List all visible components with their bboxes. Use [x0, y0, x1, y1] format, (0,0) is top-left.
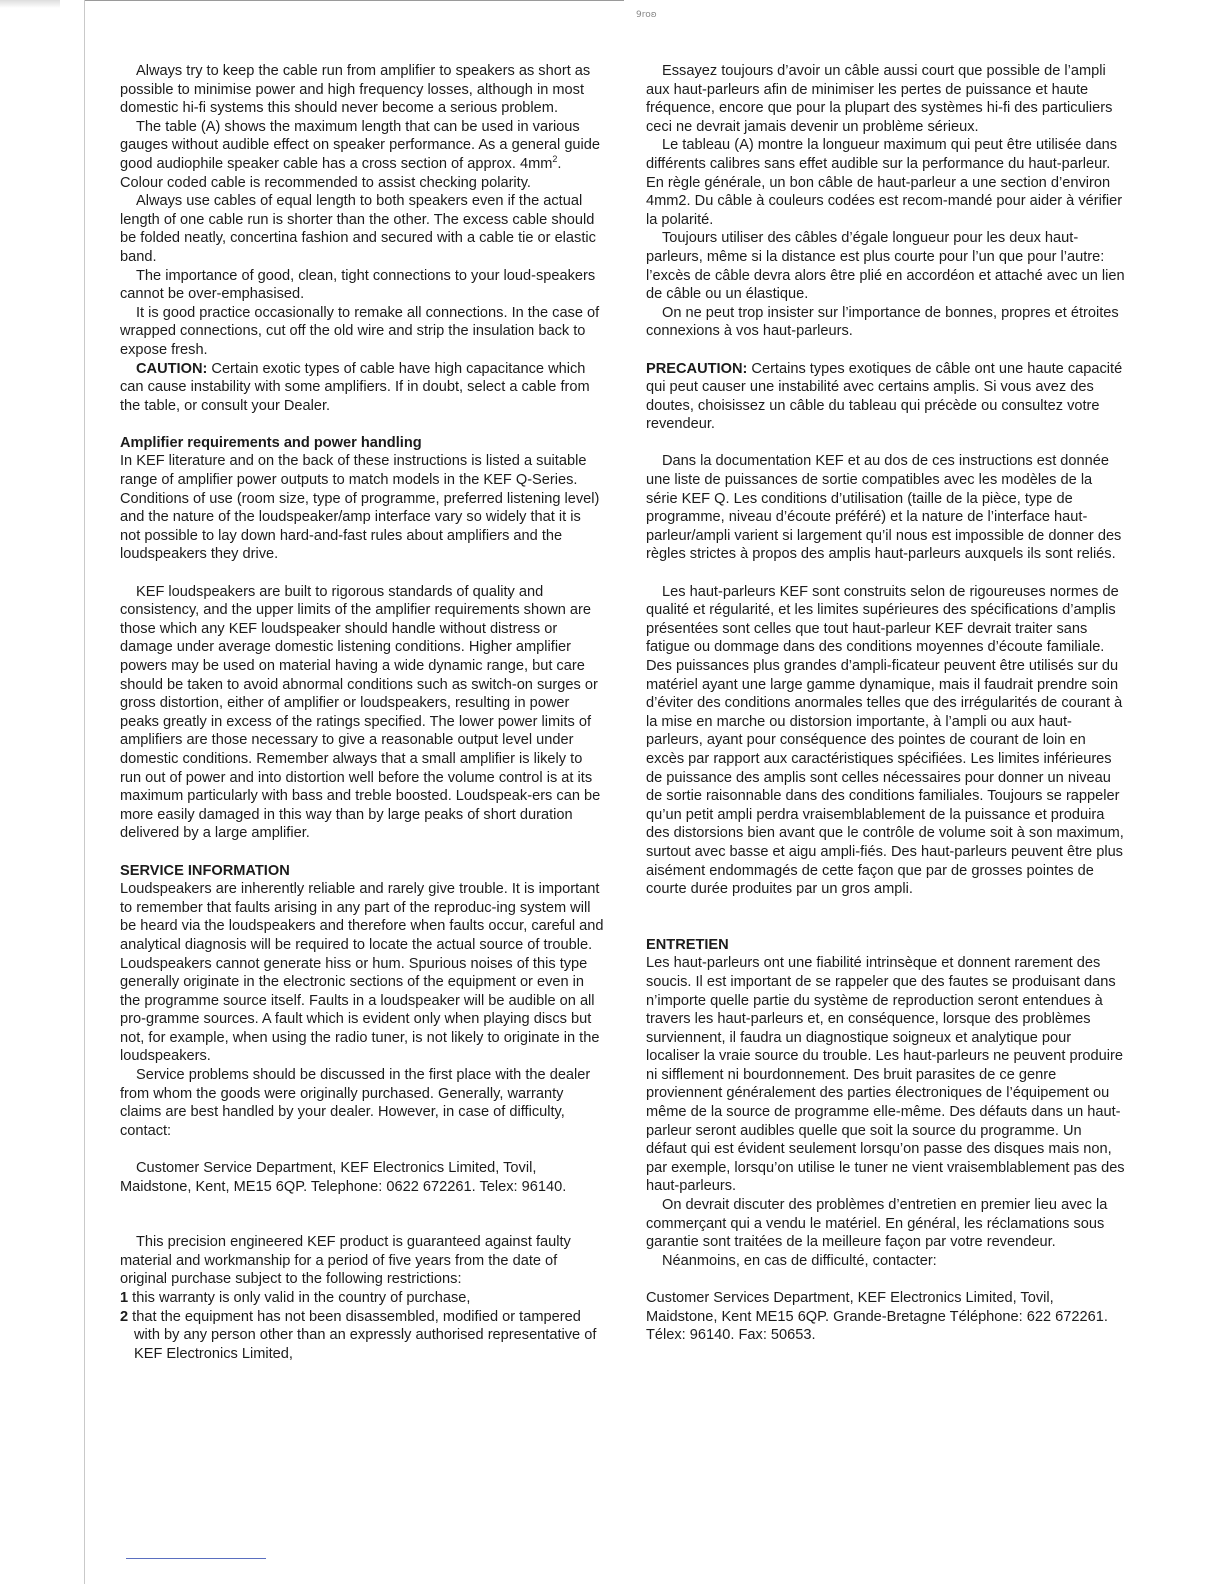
scan-mark: 9roʚ — [636, 10, 657, 20]
french-column — [646, 62, 1126, 1345]
en-cable-para-5: It is good practice occasionally to remake all connections. In the case of wrapped connections, cut off the old wire and strip the insulation back to expose fresh. — [120, 304, 600, 358]
fr-precaution-text: Certains types exotiques de câble ont une haute capacité qui peut causer une instabilité avec certains amplis. Si vous avez des doutes, choisissez un câble du tableau qui précède ou consultez votre revendeur. — [646, 360, 1123, 433]
fr-cable-para-4: On ne peut trop insister sur l’importance de bonnes, propres et étroites connexions à vos haut-parleurs. — [646, 304, 1119, 340]
fr-amp-para-2: Les haut-parleurs KEF sont construits selon de rigoureuses normes de qualité et régularité, et les limites supérieures des spécifications d’amplis présentées sont celles que tout haut-parleur KEF devrait traiter sans fatigue ou dommage dans des conditions moyennes d’écoute familiale. Des puissances plus grandes d’ampli-ficateur peuvent être utilisés sur du matériel ayant une large gamme dynamique, mais il faudrait prendre soin d’éviter des conditions anormales telles que des irrégularités de courant à la mise en marche ou distorsion importante, à l’ampli ou aux haut-parleurs, ayant pour conséquence des pointes de courant de loin en excès par rapport aux caractéristiques spécifiées. Les limites inférieures de puissance des amplis sont celles nécessaires pour donner un niveau de sortie raisonnable dans des conditions familiales. Toujours se rappeler qu’un petit ampli perdra vraisemblablement de la puissance et produira des distorsions bien avant que le contrôle de volume soit à son maximum, surtout avec basse et aigu ampli-fiés. Des haut-parleurs peuvent être plus aisément endommagés de cette façon que par de grosses pointes de courte durée produites par un gros ampli. — [646, 583, 1124, 898]
fr-contact: Customer Services Department, KEF Electronics Limited, Tovil, Maidstone, Kent ME15 6QP. Grande-Bretagne Téléphone: 622 672261. Télex: 96140. Fax: 50653. — [646, 1290, 1108, 1344]
fr-precaution — [646, 360, 1126, 434]
fr-amp-para-1: Dans la documentation KEF et au dos de ces instructions est donnée une liste de puissances de sortie compatibles avec les modèles de la série KEF Q. Les conditions d’utilisation (taille de la pièce, type de programme, niveau d’écoute préféré) et la nature de l’interface haut-parleur/ampli varient si largement qu’il nous est impossible de donner des règles strictes à propos des amplis haut-parleurs auxquels ils sont reliés. — [646, 453, 1122, 563]
scan-corner-mark — [0, 0, 60, 8]
en-service-para-1: Loudspeakers are inherently reliable and rarely give trouble. It is important to remember that faults arising in any part of the reproduc-ing system will be heard via the loudspeakers and therefore when faults occur, careful and analytical diagnosis will be required to locate the actual source of trouble. Loudspeakers cannot generate hiss or hum. Spurious noises of this type generally originate in the electronic sections of the equipment or even in the programme source itself. Faults in a loudspeaker will be audible on all pro-gramme sources. A fault which is evident only when playing discs but not, for example, when using the radio tuner, is not likely to originate in the loudspeakers. — [120, 881, 604, 1065]
en-cable-para-2 — [120, 118, 605, 192]
en-caution-text: Certain exotic types of cable have high capacitance which can cause instability with some amplifiers. If in doubt, select a cable from the table, or consult your Dealer. — [120, 360, 590, 414]
en-cable-para-2-sup: 2 — [552, 154, 558, 165]
fr-service-heading: ENTRETIEN — [646, 936, 729, 953]
fr-cable-para-3: Toujours utiliser des câbles d’égale longueur pour les deux haut-parleurs, même si la distance est plus courte pour l’un que pour l’autre: l’excès de câble devra alors être plié en accordéon et attaché avec un lien de câble ou un élastique. — [646, 230, 1125, 303]
en-warranty-item-1-text: this warranty is only valid in the country of purchase, — [128, 1290, 471, 1306]
en-caution — [120, 360, 605, 416]
en-amp-heading: Amplifier requirements and power handling — [120, 434, 422, 451]
fr-cable-para-2: Le tableau (A) montre la longueur maximum qui peut être utilisée dans différents calibres sans effet audible sur la performance du haut-parleur. En règle générale, un bon câble de haut-parleur a une section d’environ 4mm2. Du câble à couleurs codées est recom-mandé pour aider à vérifier la polarité. — [646, 137, 1123, 228]
en-warranty-item-2 — [120, 1308, 605, 1364]
en-cable-para-2-b: . Colour coded cable is recommended to assist checking polarity. — [120, 155, 562, 191]
en-caution-label: CAUTION: — [136, 360, 208, 377]
en-amp-para-2: KEF loudspeakers are built to rigorous standards of quality and consistency, and the upper limits of the amplifier requirements shown are those which any KEF loudspeaker should handle without distress or damage under average domestic listening conditions. Higher amplifier powers may be used on material having a wide dynamic range, but care should be taken to avoid abnormal conditions such as switch-on surges or gross distortion, either of amplifier or loudspeakers, resulting in power peaks greatly in excess of the ratings specified. The lower power limits of amplifiers are those necessary to give a reasonable output level under domestic conditions. Remember always that a small amplifier is likely to run out of power and into distortion well before the volume control is at its maximum particularly with bass and treble boosted. Loudspeak-ers can be more easily damaged in this way than by large peaks of short duration delivered by a large amplifier. — [120, 583, 601, 842]
en-warranty-item-1-num: 1 — [120, 1290, 129, 1306]
fr-cable-para-1: Essayez toujours d’avoir un câble aussi court que possible de l’ampli aux haut-parleurs afin de minimiser les pertes de puissance et haute fréquence, encore que pour la plupart des systèmes hi-fi des particuliers ceci ne devrait jamais devenir un problème sérieux. — [646, 63, 1113, 135]
en-warranty-item-2-num: 2 — [120, 1308, 129, 1325]
fr-precaution-label: PRECAUTION: — [646, 360, 748, 377]
en-cable-para-4: The importance of good, clean, tight connections to your loud-speakers cannot be over-emphasised. — [120, 267, 596, 303]
bottom-rule — [126, 1558, 266, 1559]
en-warranty-item-2-text: that the equipment has not been disassembled, modified or tampered with by any person other than an expressly authorised representative of KEF Electronics Limited, — [128, 1308, 597, 1362]
en-amp-para-1: In KEF literature and on the back of these instructions is listed a suitable range of amplifier power outputs to match models in the KEF Q-Series. Conditions of use (room size, type of programme, preferred listening level) and the nature of the loudspeaker/amp interface vary so widely that it is not possible to lay down hard-and-fast rules about amplifiers and the loudspeakers they drive. — [120, 453, 600, 563]
fr-service-para-2: On devrait discuter des problèmes d’entretien en premier lieu avec la commerçant qui a vendu le matériel. En général, les réclamations sous garantie sont traitées de la meilleure façon par votre revendeur. — [646, 1197, 1108, 1251]
left-margin-rule — [84, 0, 85, 1584]
en-service-heading: SERVICE INFORMATION — [120, 862, 290, 879]
en-warranty-intro: This precision engineered KEF product is guaranteed against faulty material and workmanship for a period of five years from the date of original purchase subject to the following restrictions: — [120, 1234, 571, 1288]
english-column — [120, 62, 605, 1363]
fr-service-para-3: Néanmoins, en cas de difficulté, contacter: — [662, 1252, 937, 1269]
en-cable-para-1: Always try to keep the cable run from amplifier to speakers as short as possible to minimise power and high frequency losses, although in most domestic hi-fi systems this should never become a serious problem. — [120, 63, 591, 117]
en-warranty-item-1 — [120, 1289, 605, 1308]
fr-service-para-1: Les haut-parleurs ont une fiabilité intrinsèque et donnent rarement des soucis. Il est important de se rappeler que des fautes se produisant dans n’importe quelle partie du système de reproduction seront entendues à travers les haut-parleurs et, en conséquence, lorsque des problèmes surviennent, il faudra un diagnostique soigneux et analytique pour localiser la vraie source du trouble. Les haut-parleurs ne peuvent produire ni sifflement ni bourdonnement. Des bruit parasites de ce genre proviennent généralement des parties électroniques de l’équipement ou même de la source de programme elle-même. Des défauts dans un haut-parleur seront audibles quelle que soit la source du programme. Un défaut qui est évident seulement lorsqu’on passe des disques mais non, par exemple, lorsqu’on utilise le tuner ne vient vraisemblablement pas des haut-parleurs. — [646, 955, 1125, 1195]
en-service-para-2: Service problems should be discussed in the first place with the dealer from whom the goods were originally purchased. Generally, warranty claims are best handled by your dealer. However, in case of difficulty, contact: — [120, 1067, 591, 1139]
top-rule — [84, 0, 624, 1]
en-contact: Customer Service Department, KEF Electronics Limited, Tovil, Maidstone, Kent, ME15 6QP. Telephone: 0622 672261. Telex: 96140. — [120, 1160, 567, 1195]
en-cable-para-2-a: The table (A) shows the maximum length that can be used in various gauges without audible effect on speaker performance. As a general guide good audiophile speaker cable has a cross section of approx. 4mm — [120, 118, 601, 172]
en-cable-para-3: Always use cables of equal length to both speakers even if the actual length of one cable run is shorter than the other. The excess cable should be folded neatly, concertina fashion and secured with a cable tie or elastic band. — [120, 193, 596, 265]
